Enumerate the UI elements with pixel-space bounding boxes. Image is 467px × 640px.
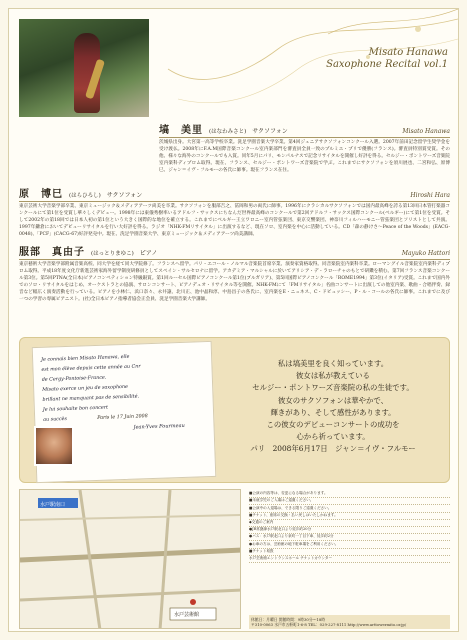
message-line: セルジー・ポントワーズ音楽院の私の生徒です。 bbox=[252, 383, 414, 393]
recommendation-message bbox=[220, 358, 446, 456]
message-line: パリ 2008年6月17日 ジャン＝イヴ・フルモー bbox=[250, 444, 416, 454]
access-map bbox=[19, 489, 241, 629]
recommendation-box bbox=[19, 337, 450, 483]
name-line bbox=[19, 243, 450, 260]
handwritten-line: Je connais bien Misato Hanawa, elle bbox=[41, 354, 130, 363]
handwritten-line: brillant ne manquant pas de sensibilité. bbox=[42, 394, 140, 403]
venue-footer bbox=[249, 615, 450, 629]
name-line bbox=[159, 121, 450, 138]
performer-role: サクソフォン bbox=[106, 192, 143, 199]
performer-bio: 東京芸術大学音楽学部卒業、東京ミュージック＆メディアアーツ尚美を卒業。サクソフォンを服部吉之、冨岡和男の両氏に師事。1996年にクラシカルサクソフォンでは国内最高峰を誇る第13回日本管打楽器コンクールにて第1位を受賞し華々しくデビュー。1998年には東儀秀樹率いるアドルフ・サックスにちなんだ世界最高峰のコンクールで第2回アドルフ・サックス国際コンクール(ベルギー)にて第1位を受賞。そして2002年の第18回では日本人初の第1位という大きく国際的な地位を確立する。これまでにベルギー王立ワロニー室内管弦楽団、東京交響楽団、神奈川フィルハーモニー管弦楽団とソリストとして共演。1997年鎌倉においてデビューリサイタルを行い大好評を得る。ラジオ「NHK-FMリサイタル」に出演するなど、現在ソロ、室内楽を中心に活動している。CD「森の静けさ〜Peace of the Woods」(EACG-0048)、「PCF」(CACG-67)好評発売中。現在、洗足学園音楽大学、東京ミュージック＆メディアアーツ尚美講師。 bbox=[19, 204, 450, 237]
handwritten-line: au succès bbox=[43, 416, 68, 423]
info-row: ●バス：水戸駅北口より泉町一丁目下車、徒歩約2分 bbox=[249, 534, 450, 541]
message-line: この彼女のデビューコンサートの成功を bbox=[266, 420, 400, 430]
concert-title-name: Misato Hanawa bbox=[368, 47, 448, 58]
performer-hattori bbox=[19, 243, 450, 303]
performer-bio: 茨城県出身。大宮第一高等学校卒業。洗足学園音楽大学卒業。第4回ジュニアサクソフォンコンクール入選。2007年前田記念留学生奨学金を受け渡仏。2008年にF.A.M国際音楽コンクール室内楽部門を審査員全員一致のプルミエ・プリで優勝(フランス)。審査員特別賞受賞。その他、様々な海外のコンクールでも入賞。同年5月にパリ、モンパルナスで記念リサイタルを開催し好評を得る。セルジー・ポントワーズ音楽院室内楽科ディプロム取得。現在、フランス、セルジー・ポントワーズ音楽院で学ぶ。これまでにサクソフォンを須川展也、二宮和弘、原博巳、ジャン＝イヴ・フルモーの各氏に師事。現在フランス在住。 bbox=[159, 140, 450, 173]
info-row: ■公演の内容等は、変更になる場合があります。 bbox=[249, 491, 450, 498]
teacher-portrait bbox=[34, 426, 74, 466]
info-row: ■チケット、座席の交換・払い戻しはいたしかねます。 bbox=[249, 513, 450, 520]
performer-kana: (はなわみさと) bbox=[209, 129, 247, 135]
info-row: ●お車の方は、芸術館の地下駐車場をご利用ください。 bbox=[249, 541, 450, 548]
performer-name: 原 博巳 bbox=[19, 189, 63, 200]
handwritten-line: est mon élève depuis cette année au Cnr bbox=[41, 364, 141, 373]
performer-kana: (はっとりまゆこ) bbox=[91, 251, 134, 257]
info-row: 水戸芸術館エントランスホール チケットカウンター bbox=[249, 556, 450, 563]
performer-signature: Misato Hanawa bbox=[402, 128, 450, 135]
performer-role: サクソフォン bbox=[252, 128, 288, 135]
performer-name: 服部 真由子 bbox=[19, 247, 85, 258]
concert-info bbox=[249, 491, 450, 629]
handwritten-line: de Cergy-Pontoise-France. bbox=[41, 375, 107, 383]
info-row: ■チケット取扱 bbox=[249, 549, 450, 556]
performer-bio: 東京藝術大学音楽学部附属音楽高校、同大学を経て同大学院修了。フランスへ留学。パリ・エコール・ノルマル音楽院首席卒業、演奏家資格取得。同音楽院室内楽科卒業。ローマングイル音楽院室内楽科ディプロム取得。平成18年度文化庁新進芸術家海外留学制度研修員としてスペイン・サルセロナに留学。アカデミア・マルシャルに於いてアリシア・デ・ラローチャのもとで研鑽を積む。第7回フランス音楽コンクール第3位。第5回PTNA(全日本)ピアノコンペティション特級銀賞。第1回ルーセル国際ピアノコンクール第1位(ブルガリア)、第5回国際ピアノコンクール「ROME1994」第3位(イタリア)受賞。これまで国内外でのソロ・リサイタルをはじめ、オーケストラとの協演、サロンコンサート、ピアノデュオ・リサイタル等を開催。NHK-FMにて「FMリサイタル」名曲コンサートに出演しての他室内楽、歌曲・合唱伴奏、録音など幅広く演奏活動を行っている。ピアノを小林仁、浜口奈々、永井譲、北川正、池中晶和淳、中島昌子の各氏に、室内楽をE・ニュネス、C・ドビュッシー、P・ル・コールの各氏に師事。これまでに及び一つの学習の専属ピアニスト。(社)全日本ピアノ指導者協会正会員、洗足学園音楽大学講師。 bbox=[19, 262, 450, 302]
venue-address: 〒310-0063 水戸市五軒町1-6-8 TEL：029-227-8111 http://www.arttowermito.or.jp/ bbox=[251, 622, 407, 627]
message-line: 心から祈っています。 bbox=[296, 432, 370, 442]
message-line: 彼女は私が教えている bbox=[296, 371, 370, 381]
performer-hara bbox=[19, 185, 450, 239]
performer-kana: (はらひろし) bbox=[69, 193, 101, 199]
performer-signature: Mayuko Hattori bbox=[401, 250, 450, 257]
performer-signature: Hiroshi Hara bbox=[410, 192, 450, 199]
flyer-page bbox=[8, 8, 459, 632]
handwritten-line: Je lui souhaite bon concert bbox=[42, 405, 109, 413]
concert-title bbox=[298, 47, 448, 71]
performer-name: 塙 美里 bbox=[159, 125, 203, 136]
message-line: 輝きがあり、そして感性があります。 bbox=[270, 407, 396, 417]
handwritten-date: Paris le 17 Juin 2008 bbox=[97, 414, 148, 421]
message-line: 彼女のサクソフォンは華やかで、 bbox=[277, 395, 389, 405]
venue-label: 水戸芸術館 bbox=[174, 612, 200, 618]
performer-role: ピアノ bbox=[139, 250, 158, 257]
info-row: ●JR常磐線水戸駅北口より徒歩約20分 bbox=[249, 527, 450, 534]
handwritten-line: Misato exerce un jeu de saxophone bbox=[42, 384, 129, 393]
station-label: 水戸駅南口 bbox=[40, 502, 66, 508]
info-row: ■未就学児のご入場はご遠慮ください。 bbox=[249, 498, 450, 505]
venue-hours: 休館日：月曜日 開館時間：9時30分〜18時 bbox=[251, 617, 326, 622]
concert-title-subtitle: Saxophone Recital vol.1 bbox=[326, 59, 448, 70]
handwritten-signature: Jean-Yves Fourmeau bbox=[133, 422, 185, 431]
name-line bbox=[19, 185, 450, 202]
performer-hanawa bbox=[159, 121, 450, 175]
performer-photo bbox=[19, 19, 149, 117]
info-row: ■公演中の入退場は、できる限りご遠慮ください。 bbox=[249, 505, 450, 512]
map-svg bbox=[20, 490, 241, 629]
message-line: 私は塙美里を良く知っています。 bbox=[277, 359, 389, 368]
info-row: ◆交通のご案内 bbox=[249, 520, 450, 527]
